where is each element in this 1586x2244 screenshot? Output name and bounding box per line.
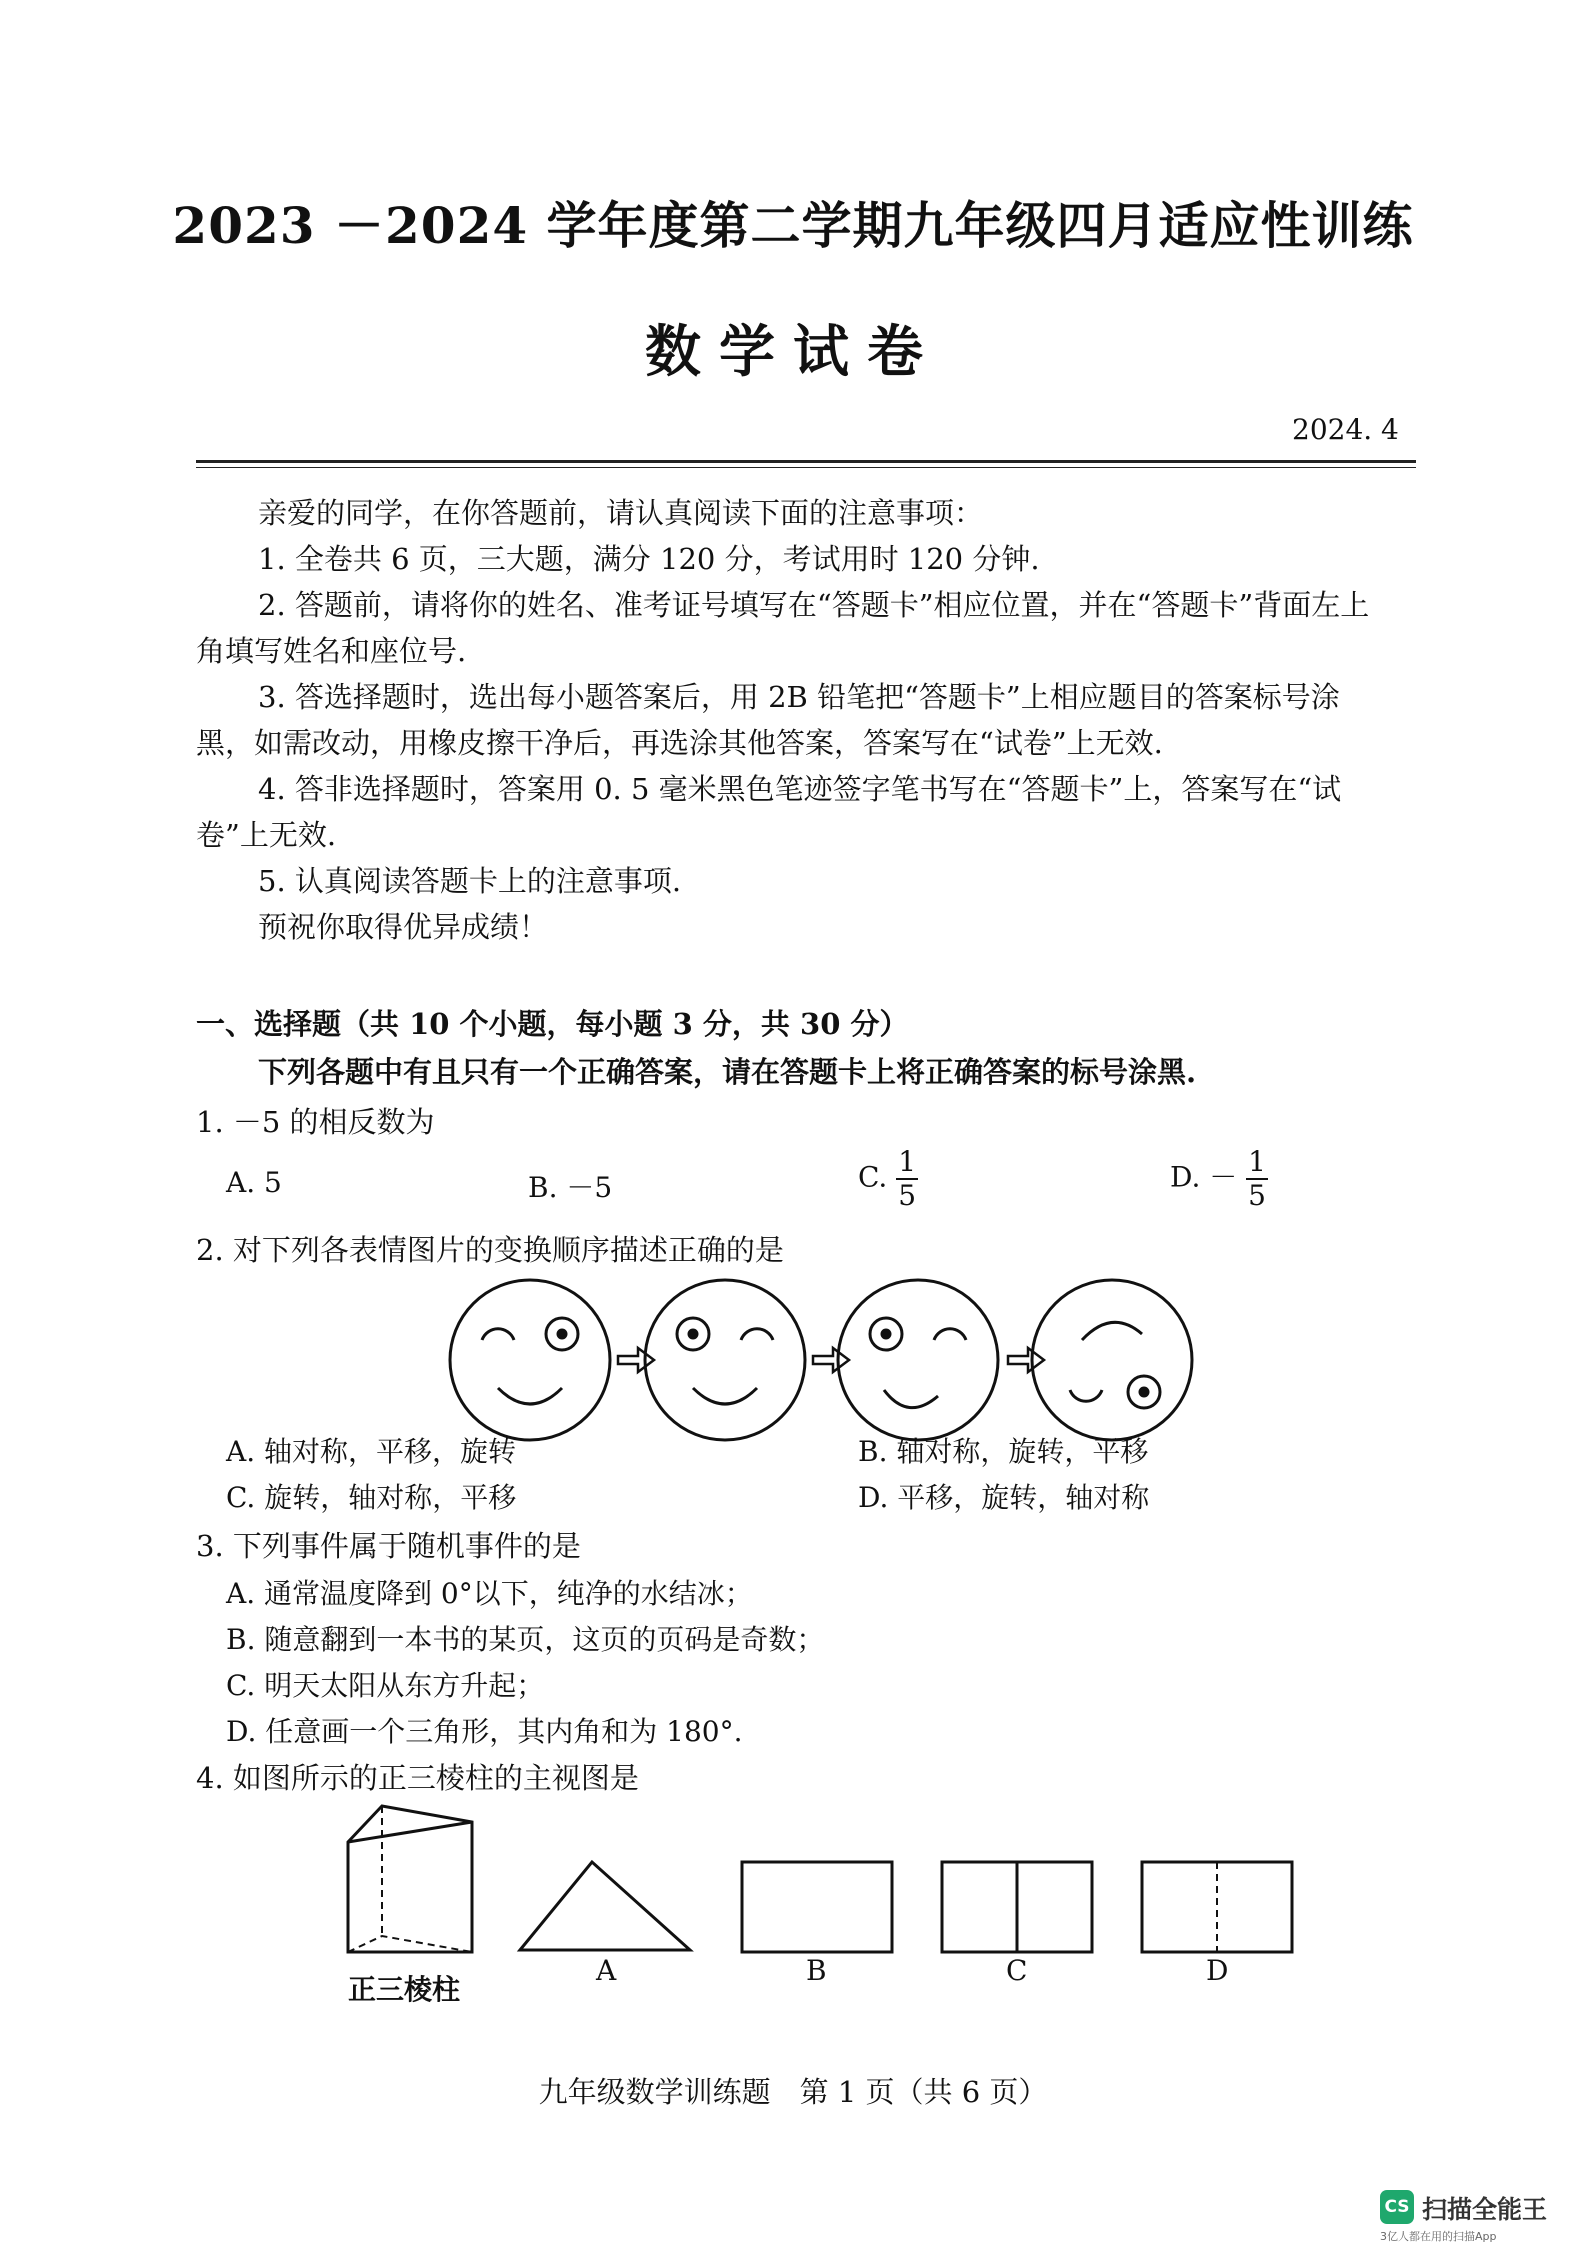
view-a-label: A [596,1954,617,1987]
face-3 [838,1280,998,1440]
page-title: 2023 －2024 学年度第二学期九年级四月适应性训练 [172,196,1414,255]
camscanner-logo-icon: CS [1380,2190,1414,2224]
q2-option-c: C. 旋转，轴对称，平移 [226,1481,517,1514]
notice-item: 角填写姓名和座位号. [196,634,467,668]
fraction [896,1145,918,1212]
notice-item: 卷”上无效. [196,818,337,852]
triangular-prism-drawing [348,1806,472,1952]
face-sequence-figure [440,1275,1200,1445]
q2-stem: 2. 对下列各表情图片的变换顺序描述正确的是 [196,1233,784,1267]
view-b-rectangle [742,1862,892,1952]
prism-label: 正三棱柱 [348,1973,461,2006]
q3-option-b: B. 随意翻到一本书的某页，这页的页码是奇数； [226,1623,825,1656]
page-subtitle: 数学试卷 [645,319,941,385]
notice-closing: 预祝你取得优异成绩！ [258,910,549,944]
q1-option-d [1170,1145,1268,1212]
q1-option-c [858,1145,918,1212]
q2-option-b: B. 轴对称，旋转，平移 [858,1435,1149,1468]
face-2 [645,1280,805,1440]
view-c-label: C [1006,1954,1028,1987]
q1-option-d-label: D. － [1170,1160,1238,1194]
face-1 [450,1280,610,1440]
fraction-denominator: 5 [1248,1179,1266,1212]
q1-option-b: B. －5 [528,1171,613,1204]
arrow-1 [618,1348,654,1372]
header-rule-thin [196,467,1416,468]
section-instruction: 下列各题中有且只有一个正确答案，请在答题卡上将正确答案的标号涂黑. [258,1055,1197,1089]
view-b-label: B [806,1954,827,1987]
q3-option-a: A. 通常温度降到 0°以下，纯净的水结冰； [226,1577,753,1610]
camscanner-name: 扫描全能王 [1422,2195,1548,2224]
notice-block [196,490,1416,950]
notice-intro: 亲爱的同学，在你答题前，请认真阅读下面的注意事项： [258,496,984,530]
q3-option-d: D. 任意画一个三角形，其内角和为 180°. [226,1715,743,1748]
exam-date: 2024. 4 [1292,413,1399,446]
notice-item: 4. 答非选择题时，答案用 0. 5 毫米黑色笔迹签字笔书写在“答题卡”上，答案写在“试 [258,772,1342,806]
q1-stem: 1. －5 的相反数为 [196,1105,435,1139]
section-heading: 一、选择题（共 10 个小题，每小题 3 分，共 30 分） [196,1007,909,1041]
q3-option-c: C. 明天太阳从东方升起； [226,1669,545,1702]
q4-stem: 4. 如图所示的正三棱柱的主视图是 [196,1761,639,1795]
view-d-drawing [1142,1862,1292,1952]
fraction-numerator: 1 [898,1145,917,1178]
q2-option-d: D. 平移，旋转，轴对称 [858,1481,1150,1514]
view-c-drawing [942,1862,1092,1952]
arrow-2 [813,1348,849,1372]
q1-option-a: A. 5 [226,1166,282,1199]
notice-item: 5. 认真阅读答题卡上的注意事项. [258,864,682,898]
camscanner-tagline: 3亿人都在用的扫描App [1380,2230,1497,2243]
arrow-3 [1008,1348,1044,1372]
fraction-denominator: 5 [898,1179,917,1212]
fraction-numerator: 1 [1248,1145,1266,1178]
face-4 [1032,1280,1192,1440]
notice-item: 黑，如需改动，用橡皮擦干净后，再选涂其他答案，答案写在“试卷”上无效. [196,726,1163,760]
view-d-label: D [1206,1954,1229,1987]
fraction [1246,1145,1268,1212]
q2-option-a: A. 轴对称，平移，旋转 [226,1435,517,1468]
notice-item: 2. 答题前，请将你的姓名、准考证号填写在“答题卡”相应位置，并在“答题卡”背面左上 [258,588,1370,622]
header-rule-thick [196,460,1416,463]
page-footer: 九年级数学训练题 第 1 页（共 6 页） [538,2075,1048,2109]
view-a-triangle [520,1862,690,1950]
q3-stem: 3. 下列事件属于随机事件的是 [196,1529,581,1563]
notice-item: 1. 全卷共 6 页，三大题，满分 120 分，考试用时 120 分钟. [258,542,1040,576]
q1-option-c-label: C. [858,1160,888,1194]
q4-views-figure [330,1800,1310,2050]
notice-item: 3. 答选择题时，选出每小题答案后，用 2B 铅笔把“答题卡”上相应题目的答案标号涂 [258,680,1340,714]
